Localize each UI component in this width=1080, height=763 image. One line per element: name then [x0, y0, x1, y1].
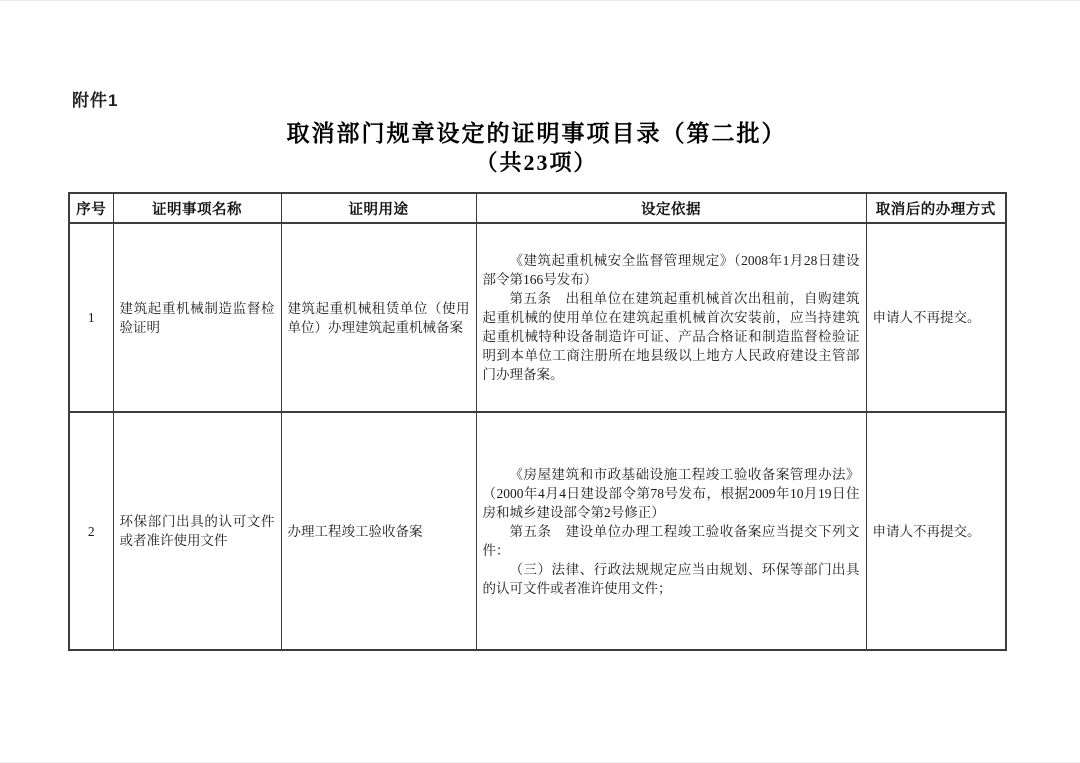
- title-block: [68, 119, 1005, 176]
- basis-paragraph: 《房屋建筑和市政基础设施工程竣工验收备案管理办法》（2000年4月4日建设部令第78号发布，根据2009年10月19日住房和城乡建设部令第2号修正）: [482, 466, 860, 520]
- page-title: 取消部门规章设定的证明事项目录（第二批）: [286, 121, 787, 146]
- basis-paragraph: （三）法律、行政法规规定应当由规划、环保等部门出具的认可文件或者准许使用文件；: [482, 561, 860, 596]
- table-row: [69, 412, 1006, 650]
- basis-paragraph: 第五条 建设单位办理工程竣工验收备案应当提交下列文件：: [482, 523, 860, 558]
- header-cell-after: 取消后的办理方式: [866, 193, 1006, 223]
- basis-paragraph: 第五条 出租单位在建筑起重机械首次出租前，自购建筑起重机械的使用单位在建筑起重机械首次安装前，应当持建筑起重机械特种设备制造许可证、产品合格证和制造监督检验证明到本单位工商注册所在地县级以上地方人民政府建设主管部门办理备案。: [482, 291, 860, 382]
- cell-row-number: 2: [69, 412, 113, 650]
- cell-purpose: 办理工程竣工验收备案: [281, 412, 476, 650]
- basis-paragraph: 《建筑起重机械安全监督管理规定》（2008年1月28日建设部令第166号发布）: [482, 253, 860, 287]
- cell-basis: [476, 223, 866, 412]
- cell-purpose: 建筑起重机械租赁单位（使用单位）办理建筑起重机械备案: [281, 223, 476, 412]
- header-cell-basis: 设定依据: [476, 193, 866, 223]
- attachment-label: 附件1: [72, 91, 119, 110]
- header-cell-no: 序号: [69, 193, 113, 223]
- header-cell-purpose: 证明用途: [281, 193, 476, 223]
- cell-item-name: 环保部门出具的认可文件或者准许使用文件: [113, 412, 281, 650]
- table-header-row: [69, 193, 1006, 223]
- cell-item-name: 建筑起重机械制造监督检验证明: [113, 223, 281, 412]
- table-row: [69, 223, 1006, 412]
- cell-row-number: 1: [69, 223, 113, 412]
- cell-after-cancel: 申请人不再提交。: [866, 223, 1006, 412]
- cell-after-cancel: 申请人不再提交。: [866, 412, 1006, 650]
- cell-basis: [476, 412, 866, 650]
- catalog-table: [68, 192, 1007, 651]
- header-cell-name: 证明事项名称: [113, 193, 281, 223]
- page-subtitle: （共23项）: [475, 150, 598, 175]
